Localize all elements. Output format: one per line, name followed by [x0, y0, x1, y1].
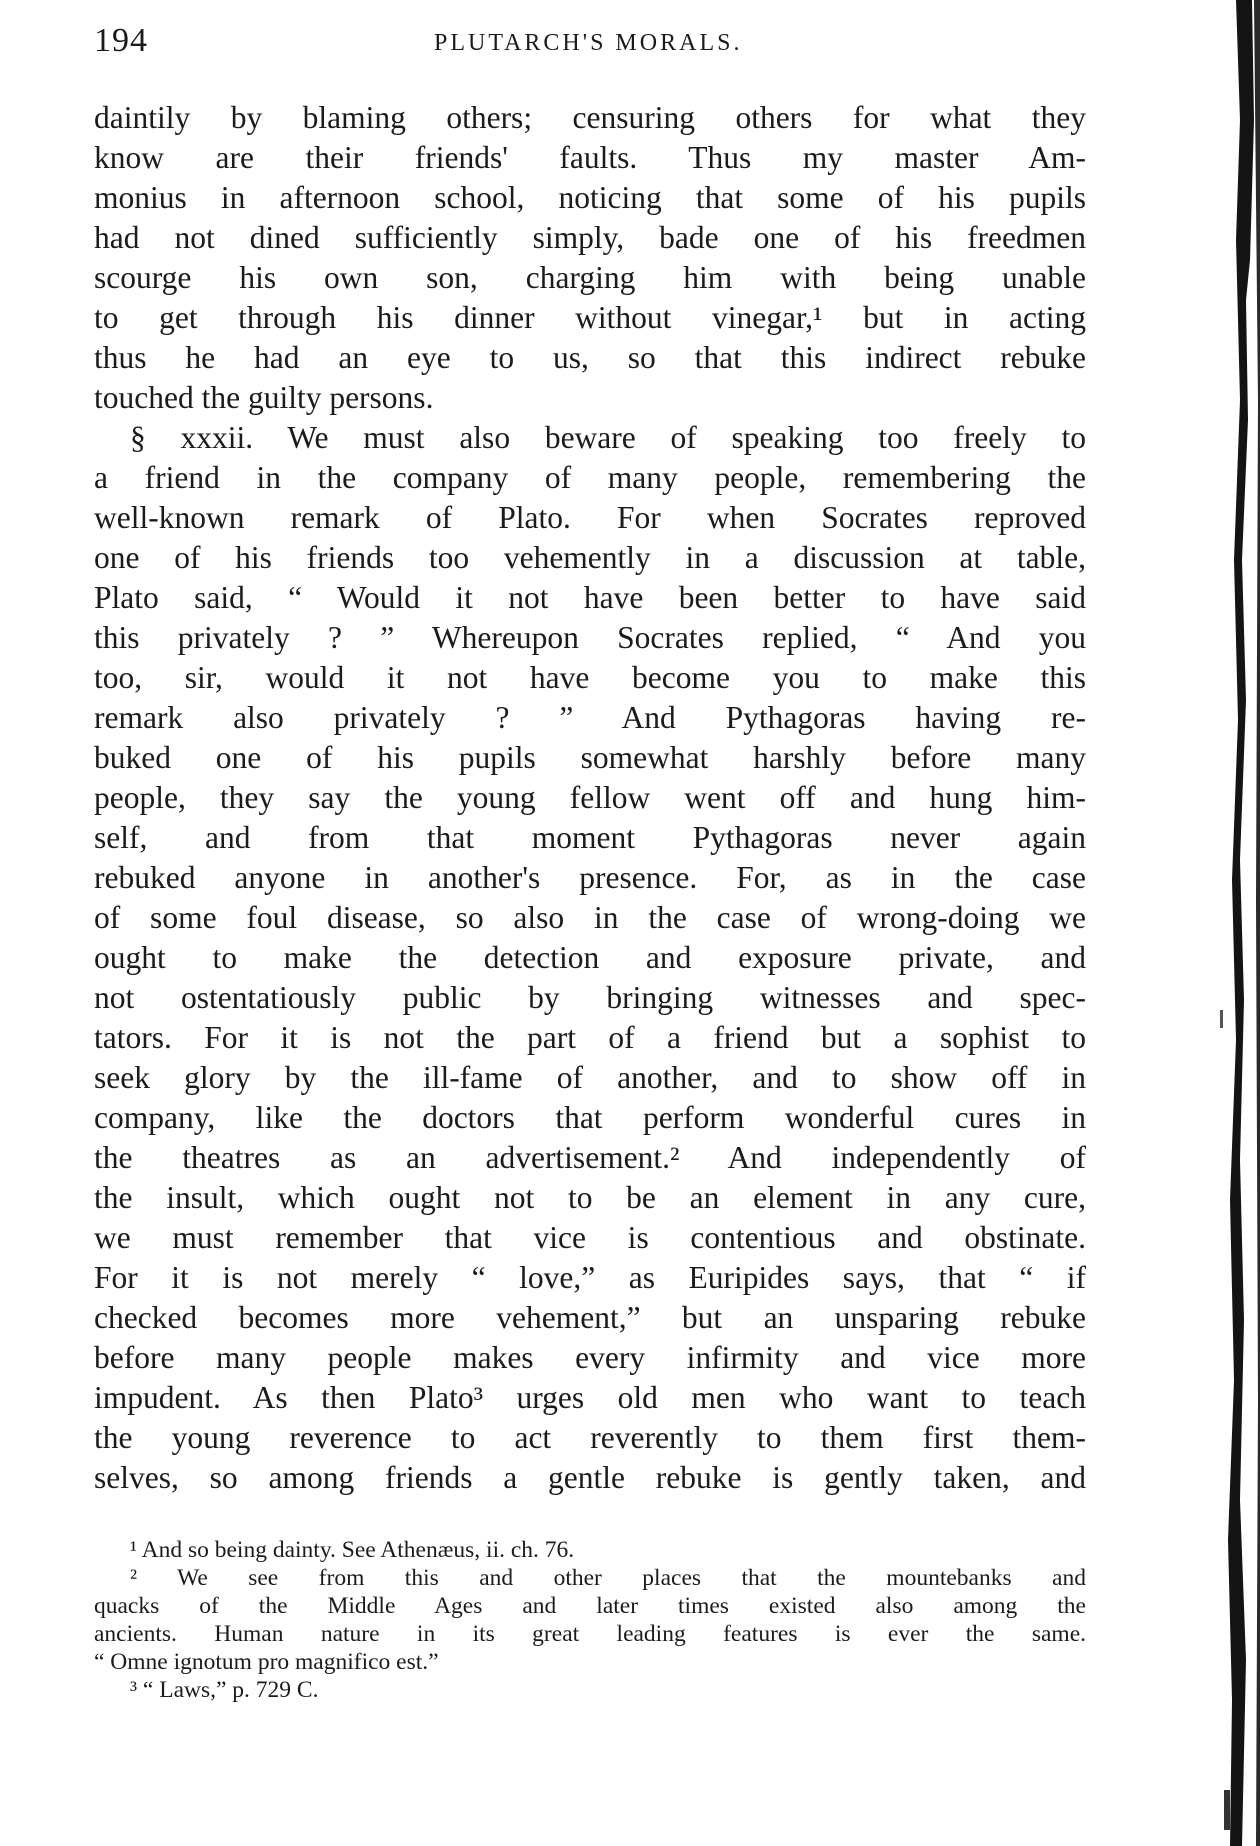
text-line: impudent. As then Plato³ urges old men who want to teach: [94, 1380, 1086, 1415]
text-line: scourge his own son, charging him with being unable: [94, 260, 1086, 295]
text-line: the young reverence to act reverently to them first them-: [94, 1420, 1086, 1455]
page-number: 194: [94, 22, 148, 59]
footnote-line: ¹ And so being dainty. See Athenæus, ii. ch. 76.: [130, 1537, 575, 1563]
binding-shadow: [1180, 0, 1260, 1846]
text-line: For it is not merely “ love,” as Euripides says, that “ if: [94, 1260, 1086, 1295]
text-line: a friend in the company of many people, remembering the: [94, 460, 1086, 495]
text-line: tators. For it is not the part of a friend but a sophist to: [94, 1020, 1086, 1055]
text-line: before many people makes every infirmity and vice more: [94, 1340, 1086, 1375]
running-title: PLUTARCH'S MORALS.: [434, 30, 743, 56]
footnote-line: “ Omne ignotum pro magnifico est.”: [94, 1649, 439, 1675]
footnotes: [94, 1536, 1086, 1704]
text-line: § xxxii. We must also beware of speaking too freely to: [130, 420, 1086, 455]
text-line: know are their friends' faults. Thus my master Am-: [94, 140, 1086, 175]
text-line: daintily by blaming others; censuring others for what they: [94, 100, 1086, 135]
text-line: had not dined sufficiently simply, bade one of his freedmen: [94, 220, 1086, 255]
text-line: touched the guilty persons.: [94, 380, 434, 415]
text-line: to get through his dinner without vinegar,¹ but in acting: [94, 300, 1086, 335]
body-text: [94, 98, 1086, 1498]
text-line: the insult, which ought not to be an element in any cure,: [94, 1180, 1086, 1215]
footnote-line: ³ “ Laws,” p. 729 C.: [130, 1677, 319, 1703]
footnote-line: ancients. Human nature in its great leading features is ever the same.: [94, 1621, 1086, 1647]
text-line: self, and from that moment Pythagoras never again: [94, 820, 1086, 855]
text-line: thus he had an eye to us, so that this indirect rebuke: [94, 340, 1086, 375]
text-line: company, like the doctors that perform wonderful cures in: [94, 1100, 1086, 1135]
footnote-line: ² We see from this and other places that the mountebanks and: [130, 1565, 1086, 1591]
footnote-line: quacks of the Middle Ages and later times existed also among the: [94, 1593, 1086, 1619]
text-line: Plato said, “ Would it not have been better to have said: [94, 580, 1086, 615]
text-line: the theatres as an advertisement.² And independently of: [94, 1140, 1086, 1175]
text-line: buked one of his pupils somewhat harshly before many: [94, 740, 1086, 775]
text-line: this privately ? ” Whereupon Socrates replied, “ And you: [94, 620, 1086, 655]
text-line: one of his friends too vehemently in a discussion at table,: [94, 540, 1086, 575]
text-line: seek glory by the ill-fame of another, and to show off in: [94, 1060, 1086, 1095]
text-line: not ostentatiously public by bringing witnesses and spec-: [94, 980, 1086, 1015]
text-line: ought to make the detection and exposure private, and: [94, 940, 1086, 975]
text-line: checked becomes more vehement,” but an unsparing rebuke: [94, 1300, 1086, 1335]
text-line: people, they say the young fellow went off and hung him-: [94, 780, 1086, 815]
text-line: monius in afternoon school, noticing that some of his pupils: [94, 180, 1086, 215]
text-line: selves, so among friends a gentle rebuke is gently taken, and: [94, 1460, 1086, 1495]
running-head: [94, 22, 1084, 66]
text-line: well-known remark of Plato. For when Socrates reproved: [94, 500, 1086, 535]
text-line: rebuked anyone in another's presence. For, as in the case: [94, 860, 1086, 895]
text-line: remark also privately ? ” And Pythagoras having re-: [94, 700, 1086, 735]
text-line: too, sir, would it not have become you to make this: [94, 660, 1086, 695]
text-line: we must remember that vice is contentious and obstinate.: [94, 1220, 1086, 1255]
text-line: of some foul disease, so also in the case of wrong-doing we: [94, 900, 1086, 935]
